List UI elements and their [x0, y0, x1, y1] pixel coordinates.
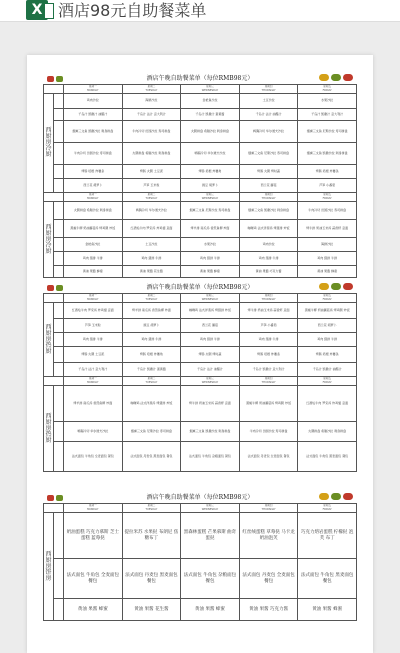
cell-text: WEDNESDAY: [201, 381, 219, 384]
table-cell: 鸡肉 猪排 牛排: [239, 252, 298, 266]
table-cell: 法式面包 丹麦包 黑麦面包 餐包: [122, 559, 181, 599]
cell-text: 星期二: [147, 85, 156, 89]
cell-text: THURSDAY: [261, 197, 276, 200]
cell-text: 酒店午晚自助餐菜单（每位RMB98元）: [146, 75, 254, 82]
table-cell: 烤肠 火腿 土豆泥: [64, 347, 123, 363]
cell-text: 冷: [45, 241, 52, 249]
table-cell: [239, 377, 298, 386]
table-row: [44, 266, 357, 278]
table-cell: 黄油 果酱 花生酱: [122, 266, 181, 278]
table-cell: [298, 294, 357, 303]
cell-text: 星期五: [323, 294, 332, 298]
table-cell: [122, 193, 181, 202]
table-cell: [64, 294, 123, 303]
weekday-row: [44, 504, 357, 513]
cell-text: 星期五: [323, 193, 332, 197]
table-cell: 巧克力熔岩蛋糕 柠檬挞 泡芙 布丁: [298, 513, 357, 559]
table-cell: 牛肉冷切 田园沙拉 寿司拼盘: [239, 422, 298, 442]
cell-text: 西: [45, 223, 52, 231]
table-cell: 土豆沙拉: [122, 238, 181, 252]
table-row: [44, 179, 357, 193]
table-cell: 西兰花 胡萝卜: [298, 319, 357, 333]
table-cell: 鸭胸冷切 华尔道夫沙拉: [239, 121, 298, 143]
table-cell: 鸡肉 猪排 牛排: [181, 333, 240, 347]
table-cell: 鸡肉沙拉: [64, 94, 123, 109]
cell-text: TUESDAY: [145, 89, 158, 92]
cell-text: 星期三: [206, 193, 214, 197]
table-cell: [298, 377, 357, 386]
table-cell: 西兰花 蘑菇: [181, 319, 240, 333]
weekday-row: [44, 85, 357, 94]
table-cell: 芦笋 玉米粒: [64, 319, 123, 333]
table-cell: 黄油 果酱 花生酱: [122, 599, 181, 621]
cell-text: TUESDAY: [145, 298, 158, 301]
table-cell: 土豆沙拉: [239, 94, 298, 109]
table-cell: 水果沙拉: [298, 94, 357, 109]
table-cell: [64, 504, 123, 513]
table-cell: 鸡肉沙拉: [239, 238, 298, 252]
table-cell: [54, 143, 64, 165]
cell-text: 星期一: [88, 377, 97, 381]
table-cell: 烤肠 培根 炸薯条: [239, 347, 298, 363]
cell-text: 星期五: [323, 504, 332, 508]
table-row: [44, 442, 357, 472]
cell-text: 房: [45, 335, 52, 343]
cell-text: 星期四: [264, 85, 273, 89]
table-cell: 火腿拼盘 希腊沙拉 刺身拼盘: [122, 143, 181, 165]
table-cell: [54, 202, 64, 220]
table-cell: 烟熏三文鱼 凯撒沙拉 刺身拼盘: [181, 422, 240, 442]
cell-text: 房: [45, 139, 52, 146]
cell-text: 厨: [45, 133, 52, 140]
sheet-title: [43, 282, 357, 293]
table-cell: 红酒烩牛肉 罗宋汤 炸鸡翅 意面: [64, 303, 123, 319]
table-cell: 千岛汁 法汁 油醋汁: [181, 363, 240, 377]
table-cell: [54, 179, 64, 193]
table-cell: 海鲜沙拉: [298, 238, 357, 252]
cell-text: 厨: [45, 418, 52, 426]
table-cell: 水果沙拉: [181, 238, 240, 252]
table-cell: 法式面包 丹麦包 黑麦面包 餐包: [122, 442, 181, 472]
table-cell: 鸡肉 猪排 牛排: [298, 333, 357, 347]
table-cell: [54, 252, 64, 266]
table-cell: 烤牛排 奶油玉米汤 蒜香虾 意面: [298, 220, 357, 238]
table-cell: 牛肉冷切 田园沙拉 寿司拼盘: [298, 202, 357, 220]
table-cell: 火腿拼盘 希腊沙拉 刺身拼盘: [181, 121, 240, 143]
cell-text: 星期三: [206, 377, 214, 381]
cell-text: 星期四: [264, 294, 273, 298]
table-row: [44, 220, 357, 238]
cell-text: 厨: [45, 556, 52, 564]
weekday-row: [44, 377, 357, 386]
cell-text: THURSDAY: [261, 89, 276, 92]
cell-text: TUESDAY: [145, 508, 158, 511]
cell-text: 房: [45, 235, 52, 243]
table-row: [44, 386, 357, 422]
table-cell: 芦笋 小番茄: [298, 179, 357, 193]
table-cell: 烟熏三文鱼 尼斯沙拉 寿司拼盘: [298, 121, 357, 143]
table-cell: 千岛汁 凯撒汁 油醋汁: [64, 109, 123, 121]
table-cell: 烤牛排 奶油玉米汤 蒜香虾 意面: [239, 303, 298, 319]
menu-table: [43, 503, 357, 621]
table-cell: [54, 422, 64, 442]
table-cell: [181, 294, 240, 303]
cell-text: 厨: [45, 436, 52, 444]
table-cell: 烟熏三文鱼 尼斯沙拉 寿司拼盘: [239, 143, 298, 165]
table-cell: [54, 442, 64, 472]
table-cell: [181, 377, 240, 386]
cell-text: 星期四: [264, 504, 273, 508]
cell-text: 星期五: [323, 85, 332, 89]
category-hot-kitchen: [44, 303, 54, 377]
cell-text: TUESDAY: [145, 197, 158, 200]
table-cell: [54, 319, 64, 333]
table-cell: 红酒烩牛肉 罗宋汤 炸鸡翅 意面: [298, 386, 357, 422]
cell-text: FRIDAY: [322, 508, 332, 511]
table-cell: 烤肠 培根 炸薯角: [181, 165, 240, 179]
table-cell: 黄油 果酱 巧克力酱: [239, 599, 298, 621]
table-cell: 奶油蛋糕 巧克力慕斯 芝士蛋糕 蓝莓挞: [64, 513, 123, 559]
sheet-title: [43, 492, 357, 503]
table-row: [44, 252, 357, 266]
cell-text: 热: [45, 341, 52, 349]
table-cell: 千岛汁 凯撒汁 意大利汁: [239, 363, 298, 377]
table-cell: 千岛汁 凯撒汁 意大利汁: [298, 109, 357, 121]
food-logo-icon: [315, 493, 355, 502]
cell-text: 星期二: [147, 377, 156, 381]
day-wed: [181, 85, 240, 94]
table-cell: 法式面包 牛角包 黑麦面包 餐包: [298, 559, 357, 599]
menu-sheet-2: [43, 282, 357, 472]
table-row: [44, 422, 357, 442]
table-cell: [54, 559, 64, 599]
food-logo-icon: [45, 494, 67, 501]
table-cell: [239, 294, 298, 303]
table-cell: 鸭胸冷切 华尔道夫沙拉: [64, 422, 123, 442]
table-cell: 咖喱鸡 法式洋葱汤 烤猪排 炒饭: [181, 303, 240, 319]
cell-text: WEDNESDAY: [201, 508, 219, 511]
category-pastry: [44, 513, 54, 621]
table-cell: 红酒烩牛肉 罗宋汤 炸鸡翅 意面: [122, 220, 181, 238]
table-row: [44, 165, 357, 179]
table-cell: 烤肠 培根 炸薯条: [298, 347, 357, 363]
table-cell: 法式面包 牛角包 全麦面包 餐包: [64, 442, 123, 472]
table-row: [44, 303, 357, 319]
table-cell: 千岛汁 凯撒汁 油醋汁: [298, 363, 357, 377]
sheet-title: [43, 73, 357, 84]
cell-text: MONDAY: [87, 298, 99, 301]
table-cell: [239, 193, 298, 202]
table-cell: 提拉米苏 水果挞 布朗尼 焦糖布丁: [122, 513, 181, 559]
cell-text: MONDAY: [87, 381, 99, 384]
cell-text: 星期一: [88, 294, 97, 298]
cell-text: 西: [45, 550, 52, 558]
table-row: [44, 238, 357, 252]
cell-text: 厨: [45, 347, 52, 355]
table-cell: [44, 193, 64, 202]
excel-icon: X: [26, 0, 48, 20]
cell-text: 房: [45, 574, 52, 582]
table-cell: [181, 504, 240, 513]
table-row: [44, 121, 357, 143]
cell-text: MONDAY: [87, 197, 99, 200]
table-cell: 烟熏三文鱼 凯撒沙拉 刺身拼盘: [239, 202, 298, 220]
table-cell: 金枪鱼沙拉: [181, 94, 240, 109]
table-cell: [54, 94, 64, 109]
table-cell: 芦笋 小番茄: [239, 319, 298, 333]
table-cell: [64, 377, 123, 386]
cell-text: 房: [45, 424, 52, 432]
cell-text: WEDNESDAY: [201, 89, 219, 92]
cell-text: 星期二: [147, 294, 156, 298]
category-cold-kitchen: [44, 202, 54, 278]
table-cell: 烟熏三文鱼 尼斯沙拉 寿司拼盘: [122, 422, 181, 442]
table-cell: 黑森林蛋糕 芒果慕斯 曲奇 蛋挞: [181, 513, 240, 559]
cell-text: 冷: [45, 145, 52, 152]
table-cell: [181, 193, 240, 202]
table-cell: 豌豆 胡萝卜: [122, 319, 181, 333]
cell-text: THURSDAY: [261, 298, 276, 301]
menu-table: [43, 293, 357, 472]
table-cell: 法式面包 牛角包 黑麦面包 餐包: [298, 442, 357, 472]
cell-text: 厨: [45, 229, 52, 237]
table-cell: [54, 363, 64, 377]
weekday-row: [44, 294, 357, 303]
cell-text: 酒店午晚自助餐菜单（每位RMB98元）: [146, 284, 254, 291]
document-header: [0, 0, 400, 22]
table-row: [44, 143, 357, 165]
table-row: [44, 333, 357, 347]
table-cell: 鸭胸冷切 华尔道夫沙拉: [122, 202, 181, 220]
table-cell: 法式面包 丹麦包 全麦面包 餐包: [239, 442, 298, 472]
table-cell: 黑椒牛柳 奶油蘑菇汤 烤鸡腿 炒饭: [64, 220, 123, 238]
table-cell: 烤肠 火腿 烤时蔬: [181, 347, 240, 363]
table-row: [44, 513, 357, 559]
cell-text: 星期四: [264, 193, 273, 197]
table-cell: 黄油 果酱 蜂蜜: [64, 266, 123, 278]
cell-text: WEDNESDAY: [201, 197, 219, 200]
table-cell: [44, 377, 64, 386]
table-cell: 牛肉冷切 田园沙拉 寿司拼盘: [64, 143, 123, 165]
table-cell: 鸡肉 猪排 牛排: [64, 333, 123, 347]
table-cell: 烤肠 培根 炸薯条: [298, 165, 357, 179]
table-cell: 咖喱鸡 法式洋葱汤 烤猪排 炒饭: [122, 386, 181, 422]
cell-text: 星期二: [147, 504, 156, 508]
cell-text: 星期四: [264, 377, 273, 381]
table-cell: [44, 85, 64, 94]
day-fri: [298, 85, 357, 94]
table-cell: 鸡肉 猪排 牛排: [298, 252, 357, 266]
table-cell: 烤肠 火腿 烤时蔬: [239, 165, 298, 179]
day-tue: [122, 85, 181, 94]
table-cell: 黄油 果酱 蜂蜜: [298, 266, 357, 278]
table-cell: 鸡肉 猪排 牛排: [64, 252, 123, 266]
table-cell: 黄油 果酱 巧克力酱: [239, 266, 298, 278]
table-row: [44, 319, 357, 333]
table-row: [44, 202, 357, 220]
table-cell: [54, 238, 64, 252]
cell-text: 星期三: [206, 85, 214, 89]
table-cell: 烤羊排 南瓜汤 香煎鱼柳 炒面: [181, 220, 240, 238]
table-cell: 鸡肉 猪排 牛排: [122, 252, 181, 266]
table-cell: 咖喱鸡 法式洋葱汤 烤猪排 炒饭: [239, 220, 298, 238]
food-logo-icon: [45, 284, 67, 291]
table-cell: 鸡肉 猪排 牛排: [122, 333, 181, 347]
table-cell: 火腿拼盘 希腊沙拉 刺身拼盘: [64, 202, 123, 220]
table-cell: 黄油 果酱 蜂蜜: [181, 599, 240, 621]
table-cell: 鸭胸冷切 华尔道夫沙拉: [181, 143, 240, 165]
table-cell: 烟熏三文鱼 凯撒沙拉 刺身拼盘: [298, 143, 357, 165]
cell-text: THURSDAY: [261, 381, 276, 384]
table-cell: 烤羊排 南瓜汤 香煎鱼柳 炒面: [122, 303, 181, 319]
category-cold-kitchen: [44, 94, 54, 193]
day-mon: [64, 85, 123, 94]
table-row: [44, 109, 357, 121]
table-cell: 鸡肉 猪排 牛排: [181, 252, 240, 266]
table-cell: [64, 193, 123, 202]
table-cell: 千岛汁 凯撒汁 蛋黄酱: [122, 363, 181, 377]
table-row: [44, 363, 357, 377]
menu-sheet-3: [43, 492, 357, 621]
menu-page: [27, 55, 373, 653]
table-cell: [54, 220, 64, 238]
table-cell: 法式面包 牛角包 杂粮面包 餐包: [181, 559, 240, 599]
table-cell: 火腿拼盘 希腊沙拉 刺身拼盘: [298, 422, 357, 442]
cell-text: 星期三: [206, 504, 214, 508]
table-cell: 黑椒牛柳 奶油蘑菇汤 烤鸡腿 炒饭: [239, 386, 298, 422]
table-cell: 烟熏三文鱼 尼斯沙拉 寿司拼盘: [181, 202, 240, 220]
table-cell: 烤牛排 奶油玉米汤 蒜香虾 意面: [181, 386, 240, 422]
table-cell: [298, 504, 357, 513]
table-cell: 法式面包 牛角包 杂粮面包 餐包: [181, 442, 240, 472]
table-cell: [54, 513, 64, 559]
table-cell: 法式面包 丹麦包 全麦面包 餐包: [239, 559, 298, 599]
cell-text: 西: [45, 127, 52, 134]
cell-text: 西: [45, 412, 52, 420]
table-cell: 牛肉冷切 田园沙拉 寿司拼盘: [122, 121, 181, 143]
cell-text: FRIDAY: [322, 298, 332, 301]
cell-text: WEDNESDAY: [201, 298, 219, 301]
cell-text: 厨: [45, 247, 52, 255]
table-row: [44, 94, 357, 109]
cell-text: 西: [45, 323, 52, 331]
table-cell: [54, 121, 64, 143]
table-cell: 烤肠 培根 炸薯角: [122, 347, 181, 363]
table-cell: 烤肠 火腿 土豆泥: [122, 165, 181, 179]
food-logo-icon: [45, 75, 67, 82]
table-cell: 黄油 果酱 蜂蜜: [64, 599, 123, 621]
table-cell: 千岛汁 法汁 油醋汁: [239, 109, 298, 121]
table-row: [44, 599, 357, 621]
cell-text: 星期一: [88, 85, 97, 89]
table-cell: [54, 165, 64, 179]
table-cell: 海鲜沙拉: [122, 94, 181, 109]
table-cell: [54, 333, 64, 347]
table-cell: 法式面包 牛角包 全麦面包 餐包: [64, 559, 123, 599]
cell-text: 星期五: [323, 377, 332, 381]
table-cell: 红丝绒蛋糕 草莓挞 马卡龙 奶油泡芙: [239, 513, 298, 559]
cell-text: 星期一: [88, 504, 97, 508]
cell-text: 厨: [45, 329, 52, 337]
table-cell: [54, 303, 64, 319]
cell-text: 饼: [45, 568, 52, 576]
cell-text: TUESDAY: [145, 381, 158, 384]
table-cell: 黄油 果酱 蜂蜜: [298, 599, 357, 621]
table-cell: [122, 377, 181, 386]
cell-text: FRIDAY: [322, 381, 332, 384]
table-cell: 芦笋 玉米粒: [122, 179, 181, 193]
table-cell: 豌豆 胡萝卜: [181, 179, 240, 193]
table-cell: 黑椒牛柳 奶油蘑菇汤 烤鸡腿 炒饭: [298, 303, 357, 319]
document-title: 酒店98元自助餐菜单: [58, 1, 207, 20]
table-cell: [54, 599, 64, 621]
table-cell: [298, 193, 357, 202]
table-cell: 烟熏三文鱼 凯撒沙拉 刺身拼盘: [64, 121, 123, 143]
table-cell: [44, 294, 64, 303]
table-cell: 西兰花 蘑菇: [239, 179, 298, 193]
category-hot-kitchen: [44, 386, 54, 472]
menu-table: [43, 84, 357, 278]
table-cell: 烤肠 培根 炸薯条: [64, 165, 123, 179]
table-cell: [54, 347, 64, 363]
table-cell: [54, 266, 64, 278]
table-cell: [54, 109, 64, 121]
cell-text: 酒店午晚自助餐菜单（每位RMB98元）: [146, 494, 254, 501]
table-row: [44, 347, 357, 363]
cell-text: THURSDAY: [261, 508, 276, 511]
cell-text: 房: [45, 562, 52, 570]
cell-text: MONDAY: [87, 508, 99, 511]
table-cell: 千岛汁 凯撒汁 蛋黄酱: [181, 109, 240, 121]
menu-sheet-1: [43, 73, 357, 278]
table-cell: 烤羊排 南瓜汤 香煎鱼柳 炒面: [64, 386, 123, 422]
cell-text: FRIDAY: [322, 197, 332, 200]
table-cell: 西兰花 胡萝卜: [64, 179, 123, 193]
table-cell: 鸡肉 猪排 牛排: [239, 333, 298, 347]
cell-text: 厨: [45, 151, 52, 158]
food-logo-icon: [315, 74, 355, 83]
table-cell: [122, 294, 181, 303]
cell-text: MONDAY: [87, 89, 99, 92]
table-cell: 金枪鱼沙拉: [64, 238, 123, 252]
day-thu: [239, 85, 298, 94]
cell-text: FRIDAY: [322, 89, 332, 92]
table-cell: [239, 504, 298, 513]
table-cell: [44, 504, 64, 513]
table-cell: [122, 504, 181, 513]
cell-text: 星期一: [88, 193, 97, 197]
table-cell: 千岛汁 法汁 意大利汁: [122, 109, 181, 121]
table-cell: 千岛汁 法汁 意大利汁: [64, 363, 123, 377]
cell-text: 星期二: [147, 193, 156, 197]
cell-text: 热: [45, 430, 52, 438]
table-row: [44, 559, 357, 599]
table-cell: [54, 386, 64, 422]
cell-text: 星期三: [206, 294, 214, 298]
food-logo-icon: [315, 283, 355, 292]
weekday-row: [44, 193, 357, 202]
table-cell: 黄油 果酱 蜂蜜: [181, 266, 240, 278]
